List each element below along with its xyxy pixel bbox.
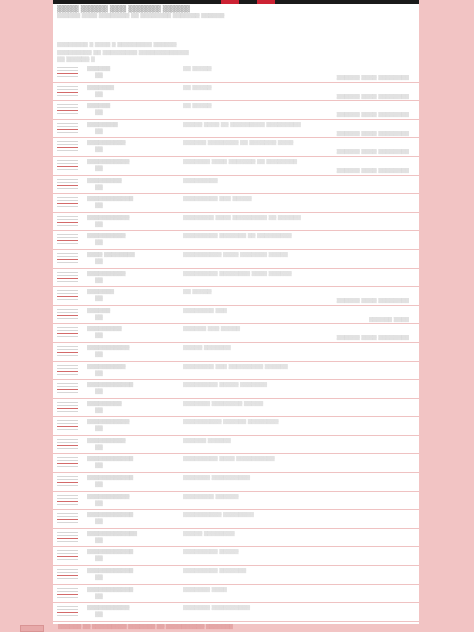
file-name-link[interactable]: ▒▒▒▒▒▒ <box>87 66 111 72</box>
file-name-link[interactable]: ▒▒▒▒▒▒▒▒▒▒▒▒ <box>87 586 134 593</box>
file-extension: ▒▒ <box>95 351 103 358</box>
file-thumbnail-icon <box>57 197 78 209</box>
list-item[interactable] <box>53 83 419 102</box>
file-extension: ▒▒ <box>95 277 103 284</box>
file-thumbnail-icon <box>57 420 78 432</box>
file-thumbnail-icon <box>57 476 78 488</box>
file-thumbnail-icon <box>57 272 78 284</box>
list-item[interactable] <box>53 473 419 492</box>
file-thumbnail-icon <box>57 290 78 302</box>
file-description: ▒▒▒▒▒ ▒▒▒▒ ▒▒ ▒▒▒▒▒▒▒▒▒ ▒▒▒▒▒▒▒▒▒ <box>183 121 301 128</box>
file-description: ▒▒▒▒▒▒ ▒▒▒▒▒▒ <box>183 437 231 444</box>
file-meta: ▒▒▒▒▒▒ ▒▒▒▒ ▒▒▒▒▒▒▒▒ <box>336 335 409 342</box>
file-name-link[interactable]: ▒▒▒▒▒▒ <box>87 103 111 110</box>
list-item[interactable] <box>53 138 419 157</box>
file-name-link[interactable]: ▒▒▒▒▒▒▒▒▒▒▒▒ <box>87 382 134 389</box>
file-name-link[interactable]: ▒▒▒▒▒▒▒▒▒▒▒ <box>87 214 130 221</box>
file-name-link[interactable]: ▒▒▒▒▒▒▒▒▒▒▒▒ <box>87 456 134 463</box>
file-name-link[interactable]: ▒▒▒▒▒▒▒ <box>87 84 114 91</box>
file-description: ▒▒▒▒▒▒▒▒▒ ▒▒▒▒▒▒▒ ▒▒ ▒▒▒▒▒▒▒▒▒ <box>183 233 292 240</box>
list-item[interactable] <box>53 213 419 232</box>
file-extension: ▒▒ <box>95 184 103 191</box>
top-bar-accent <box>257 0 275 4</box>
file-meta: ▒▒▒▒▒▒ ▒▒▒▒ <box>368 316 409 323</box>
file-name-link[interactable]: ▒▒▒▒▒▒▒▒▒▒▒ <box>87 419 130 426</box>
file-extension: ▒▒ <box>95 203 103 210</box>
list-item[interactable] <box>53 231 419 250</box>
file-thumbnail-icon <box>57 160 78 172</box>
file-extension: ▒▒ <box>95 426 103 433</box>
list-item[interactable] <box>53 417 419 436</box>
file-extension: ▒▒ <box>95 370 103 377</box>
footer-text: ▒▒▒▒▒▒ ▒▒ ▒▒▒▒▒▒▒▒▒ ▒▒▒▒▒▒▒ ▒▒ ▒▒▒▒▒▒▒▒▒▒ ▒▒▒▒▒▒▒ <box>58 624 233 630</box>
file-description: ▒▒▒▒▒▒▒▒ ▒▒▒▒ ▒▒▒▒▒▒▒▒▒ ▒▒ ▒▒▒▒▒▒ <box>183 214 301 221</box>
list-item[interactable] <box>53 287 419 306</box>
file-description: ▒▒▒▒▒▒▒ ▒▒▒▒▒▒▒▒ ▒▒▒▒▒ <box>183 400 264 407</box>
file-name-link[interactable]: ▒▒▒▒▒▒ <box>87 307 111 314</box>
file-extension: ▒▒ <box>95 258 103 265</box>
file-extension: ▒▒ <box>95 333 103 340</box>
footer-button[interactable] <box>20 625 44 632</box>
list-item[interactable] <box>53 529 419 548</box>
footer <box>0 624 474 632</box>
file-description: ▒▒▒▒▒▒▒▒▒ <box>183 177 218 184</box>
list-item[interactable] <box>53 399 419 418</box>
file-name-link[interactable]: ▒▒▒▒▒▒▒▒▒▒ <box>87 437 126 444</box>
section-label: ▒▒▒▒▒▒▒▒▒ ▒▒ ▒▒▒▒▒▒▒▒▒ ▒▒▒▒▒▒▒▒▒▒▒▒▒ <box>57 50 189 56</box>
file-description: ▒▒▒▒▒▒▒▒ ▒▒▒ ▒▒▒▒▒▒▒▒▒ ▒▒▒▒▒▒ <box>183 363 288 370</box>
list-item[interactable] <box>53 269 419 288</box>
file-description: ▒▒▒▒▒▒▒▒ ▒▒▒ <box>183 307 227 314</box>
file-description: ▒▒▒▒▒▒ ▒▒▒ ▒▒▒▒▒ <box>183 326 241 333</box>
top-bar <box>53 0 419 4</box>
file-description: ▒▒▒▒▒▒▒▒ ▒▒▒▒▒▒ <box>183 493 239 500</box>
file-thumbnail-icon <box>57 104 78 116</box>
list-item[interactable] <box>53 362 419 381</box>
file-description: ▒▒▒▒▒▒▒▒▒ ▒▒▒▒▒ ▒▒▒▒▒▒▒ <box>183 382 267 389</box>
file-thumbnail-icon <box>57 513 78 525</box>
file-extension: ▒▒ <box>95 537 103 544</box>
item-count: ▒▒ ▒▒▒▒▒▒ ▒ <box>57 57 95 63</box>
header <box>57 5 413 43</box>
file-thumbnail-icon <box>57 179 78 191</box>
file-thumbnail-icon <box>57 588 78 600</box>
file-name-link[interactable]: ▒▒▒▒▒▒▒▒▒▒▒▒ <box>87 512 134 519</box>
file-thumbnail-icon <box>57 532 78 544</box>
file-name-link[interactable]: ▒▒▒▒▒▒▒▒▒▒▒ <box>87 493 130 500</box>
file-description: ▒▒ ▒▒▒▒▒ <box>183 84 212 91</box>
file-thumbnail-icon <box>57 569 78 581</box>
file-extension: ▒▒ <box>95 147 103 154</box>
file-list <box>53 64 419 624</box>
file-extension: ▒▒ <box>95 444 103 451</box>
file-meta: ▒▒▒▒▒▒ ▒▒▒▒ ▒▒▒▒▒▒▒▒ <box>336 93 409 100</box>
list-item[interactable] <box>53 176 419 195</box>
file-name-link[interactable]: ▒▒▒▒▒▒▒▒ <box>87 121 118 128</box>
file-extension: ▒▒ <box>95 482 103 489</box>
file-description: ▒▒▒▒▒ ▒▒▒▒▒▒▒▒ <box>183 530 235 537</box>
list-item[interactable] <box>53 585 419 604</box>
list-item[interactable] <box>53 492 419 511</box>
file-name-link[interactable]: ▒▒▒▒▒▒▒▒▒ <box>87 177 122 184</box>
file-thumbnail-icon <box>57 234 78 246</box>
file-description: ▒▒▒▒▒▒▒▒▒ ▒▒▒▒▒▒▒▒ ▒▒▒▒ ▒▒▒▒▒▒ <box>183 270 292 277</box>
file-name-link[interactable]: ▒▒▒▒▒▒▒▒▒▒▒▒ <box>87 475 134 482</box>
file-thumbnail-icon <box>57 495 78 507</box>
file-meta: ▒▒▒▒▒▒ ▒▒▒▒ ▒▒▒▒▒▒▒▒ <box>336 298 409 305</box>
file-name-link[interactable]: ▒▒▒▒▒▒▒▒▒▒▒▒ <box>87 568 134 575</box>
file-description: ▒▒▒▒▒▒▒▒▒▒ ▒▒▒▒▒▒▒▒ <box>183 512 254 519</box>
list-item[interactable] <box>53 454 419 473</box>
file-name-link[interactable]: ▒▒▒▒▒▒▒▒▒▒ <box>87 233 126 240</box>
file-meta: ▒▒▒▒▒▒ ▒▒▒▒ ▒▒▒▒▒▒▒▒ <box>336 130 409 137</box>
file-extension: ▒▒ <box>95 91 103 98</box>
file-description: ▒▒▒▒▒▒▒▒▒ ▒▒▒ ▒▒▒▒▒ <box>183 196 252 203</box>
list-item[interactable] <box>53 157 419 176</box>
file-extension: ▒▒ <box>95 110 103 117</box>
file-thumbnail-icon <box>57 86 78 98</box>
file-name-link[interactable]: ▒▒▒▒▒▒▒▒▒▒ <box>87 270 126 277</box>
list-item[interactable] <box>53 101 419 120</box>
file-description: ▒▒▒▒▒▒▒ ▒▒▒▒▒▒▒▒▒▒ <box>183 605 250 612</box>
file-thumbnail-icon <box>57 383 78 395</box>
file-thumbnail-icon <box>57 365 78 377</box>
file-description: ▒▒▒▒▒▒▒▒▒▒ ▒▒▒▒ ▒▒▒▒▒▒▒ ▒▒▒▒▒ <box>183 251 288 258</box>
file-thumbnail-icon <box>57 439 78 451</box>
list-item[interactable] <box>53 380 419 399</box>
file-description: ▒▒ ▒▒▒▒▒ <box>183 66 212 72</box>
file-thumbnail-icon <box>57 67 78 79</box>
file-thumbnail-icon <box>57 346 78 358</box>
file-name-link[interactable]: ▒▒▒▒▒▒▒▒▒ <box>87 400 122 407</box>
file-meta: ▒▒▒▒▒▒ ▒▒▒▒ ▒▒▒▒▒▒▒▒ <box>336 149 409 156</box>
file-thumbnail-icon <box>57 402 78 414</box>
list-item[interactable] <box>53 603 419 622</box>
file-description: ▒▒▒▒▒ ▒▒▒▒▒▒▒ <box>183 344 231 351</box>
list-item[interactable] <box>53 250 419 269</box>
top-bar-accent <box>221 0 239 4</box>
file-meta: ▒▒▒▒▒▒ ▒▒▒▒ ▒▒▒▒▒▒▒▒ <box>336 75 409 81</box>
list-item[interactable] <box>53 64 419 83</box>
list-item[interactable] <box>53 120 419 139</box>
file-extension: ▒▒ <box>95 128 103 135</box>
file-description: ▒▒ ▒▒▒▒▒ <box>183 289 212 296</box>
file-extension: ▒▒ <box>95 165 103 172</box>
file-description: ▒▒▒▒▒▒▒ ▒▒▒▒ <box>183 586 227 593</box>
section-label: ▒▒▒▒▒▒▒▒ ▒ ▒▒▒▒ ▒ ▒▒▒▒▒▒▒▒▒ ▒▒▒▒▒▒ <box>57 42 177 48</box>
file-description: ▒▒▒▒▒▒▒▒▒ ▒▒▒▒▒▒▒ <box>183 568 247 575</box>
list-item[interactable] <box>53 566 419 585</box>
list-item[interactable] <box>53 547 419 566</box>
file-name-link[interactable]: ▒▒▒▒▒▒▒▒▒▒▒▒▒ <box>87 530 137 537</box>
file-thumbnail-icon <box>57 457 78 469</box>
file-description: ▒▒▒▒▒▒▒ ▒▒▒▒ ▒▒▒▒▒▒▒ ▒▒ ▒▒▒▒▒▒▒▒ <box>183 158 298 165</box>
file-description: ▒▒▒▒▒▒▒▒▒▒ ▒▒▒▒▒▒ ▒▒▒▒▒▒▒▒ <box>183 419 279 426</box>
file-description: ▒▒ ▒▒▒▒▒ <box>183 103 212 110</box>
file-description: ▒▒▒▒▒▒▒ ▒▒▒▒▒▒▒▒▒▒ <box>183 475 250 482</box>
file-extension: ▒▒ <box>95 296 103 303</box>
file-extension: ▒▒ <box>95 556 103 563</box>
file-name-link[interactable]: ▒▒▒▒▒▒▒▒▒ <box>87 326 122 333</box>
file-thumbnail-icon <box>57 253 78 265</box>
file-name-link[interactable]: ▒▒▒▒▒▒▒▒▒▒ <box>87 140 126 147</box>
file-thumbnail-icon <box>57 216 78 228</box>
list-item[interactable] <box>53 194 419 213</box>
file-extension: ▒▒ <box>95 575 103 582</box>
file-extension: ▒▒ <box>95 593 103 600</box>
list-item[interactable] <box>53 510 419 529</box>
page-title: ▓▓▓▓ ▓▓▓▓▓ ▓▓▓ ▓▓▓▓▓▓ ▓▓▓▓▓ <box>57 5 190 13</box>
file-extension: ▒▒ <box>95 73 103 79</box>
file-extension: ▒▒ <box>95 463 103 470</box>
file-name-link[interactable]: ▒▒▒▒▒▒▒▒▒▒▒▒ <box>87 549 134 556</box>
file-extension: ▒▒ <box>95 389 103 396</box>
file-name-link[interactable]: ▒▒▒▒▒▒▒▒▒▒▒ <box>87 344 130 351</box>
file-name-link[interactable]: ▒▒▒▒▒▒▒▒▒▒ <box>87 363 126 370</box>
file-extension: ▒▒ <box>95 612 103 619</box>
file-name-link[interactable]: ▒▒▒▒▒▒▒▒▒▒▒ <box>87 605 130 612</box>
file-meta: ▒▒▒▒▒▒ ▒▒▒▒ ▒▒▒▒▒▒▒▒ <box>336 167 409 174</box>
file-thumbnail-icon <box>57 309 78 321</box>
list-item[interactable] <box>53 306 419 325</box>
page-subtitle: ▒▒▒▒▒▒ ▒▒▒▒ ▒▒▒▒▒▒▒▒ ▒▒ ▒▒▒▒▒▒▒▒ ▒▒▒▒▒▒▒ ▒▒▒▒▒▒ <box>57 13 225 19</box>
file-thumbnail-icon <box>57 550 78 562</box>
file-extension: ▒▒ <box>95 519 103 526</box>
file-meta: ▒▒▒▒▒▒ ▒▒▒▒ ▒▒▒▒▒▒▒▒ <box>336 112 409 119</box>
file-name-link[interactable]: ▒▒▒▒▒▒▒ <box>87 289 114 296</box>
file-extension: ▒▒ <box>95 221 103 228</box>
file-description: ▒▒▒▒▒▒▒▒▒ ▒▒▒▒▒ <box>183 549 239 556</box>
list-item[interactable] <box>53 436 419 455</box>
file-name-link[interactable]: ▒▒▒▒▒▒▒▒▒▒▒▒ <box>87 196 134 203</box>
file-extension: ▒▒ <box>95 500 103 507</box>
list-item[interactable] <box>53 324 419 343</box>
file-thumbnail-icon <box>57 141 78 153</box>
file-thumbnail-icon <box>57 606 78 618</box>
list-item[interactable] <box>53 343 419 362</box>
file-description: ▒▒▒▒▒▒▒▒▒ ▒▒▒▒ ▒▒▒▒▒▒▒▒▒▒ <box>183 456 275 463</box>
file-extension: ▒▒ <box>95 240 103 247</box>
file-extension: ▒▒ <box>95 407 103 414</box>
file-name-link[interactable]: ▒▒▒▒▒▒▒▒▒▒▒ <box>87 158 130 165</box>
file-thumbnail-icon <box>57 123 78 135</box>
file-thumbnail-icon <box>57 327 78 339</box>
file-name-link[interactable]: ▒▒▒▒ ▒▒▒▒▒▒▒▒ <box>87 251 135 258</box>
file-description: ▒▒▒▒▒▒ ▒▒▒▒▒▒▒▒ ▒▒ ▒▒▒▒▒▒▒ ▒▒▒▒ <box>183 140 294 147</box>
content-panel <box>53 0 419 624</box>
file-extension: ▒▒ <box>95 314 103 321</box>
